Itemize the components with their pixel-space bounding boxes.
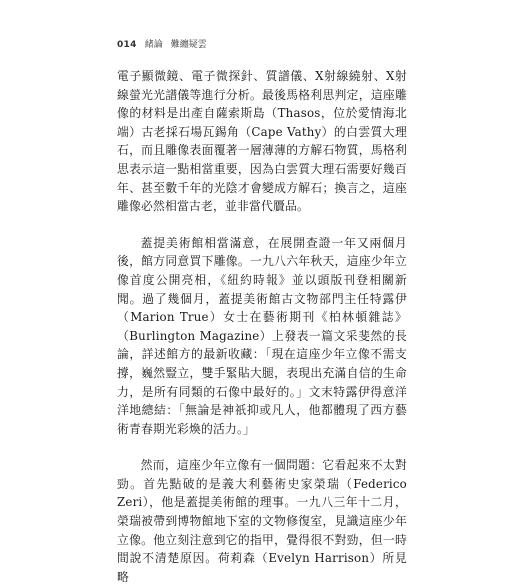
- section-title: 緒論: [144, 40, 163, 50]
- body-text: [117, 67, 407, 586]
- page-number: 014: [117, 40, 137, 50]
- running-header: [117, 39, 207, 51]
- section-subtitle: 難纏疑雲: [170, 40, 207, 50]
- paragraph: 然而，這座少年立像有一個問題：它看起來不太對勁。首先點破的是義大利藝術史家榮瑞（Federico Zeri），他是蓋提美術館的理事。一九八三年十二月，榮瑞被帶到博物館地下室的文物修復室，見識這座少年立像。他立刻注意到它的指甲，覺得很不對勁，但一時間說不清楚原因。荷莉森（Evelyn Harrison）所見略: [117, 458, 407, 584]
- paragraph: 蓋提美術館相當滿意，在展開查證一年又兩個月後，館方同意買下雕像。一九八六年秋天，這座少年立像首度公開亮相，《紐約時報》並以頭版刊登相關新聞。過了幾個月，蓋提美術館古文物部門主任特露伊（Marion True）女士在藝術期刊《柏林頓雜誌》（Burlington Magazine）上發表一篇文采斐然的長論，詳述館方的最新收藏：「現在這座少年立像不需支撐，巍然豎立，雙手緊貼大腿，表現出充滿自信的生命力，是所有同類的石像中最好的。」文末特露伊得意洋洋地總結：「無論是神祇抑或凡人，他都體現了西方藝術青春期光彩煥的活力。」: [117, 235, 407, 436]
- paragraph: 電子顯微鏡、電子微探針、質譜儀、X射線繞射、X射線螢光光譜儀等進行分析。最後馬格利思判定，這座雕像的材料是出產自薩索斯島（Thasos，位於愛情海北端）古老採石場瓦錫角（Cape Vathy）的白雲質大理石，而且雕像表面覆著一層薄薄的方解石物質，馬格利思表示這一點相當重要，因為白雲質大理石需要好幾百年、甚至數千年的光陰才會變成方解石；換言之，這座雕像必然相當古老，並非當代贗品。: [117, 69, 407, 214]
